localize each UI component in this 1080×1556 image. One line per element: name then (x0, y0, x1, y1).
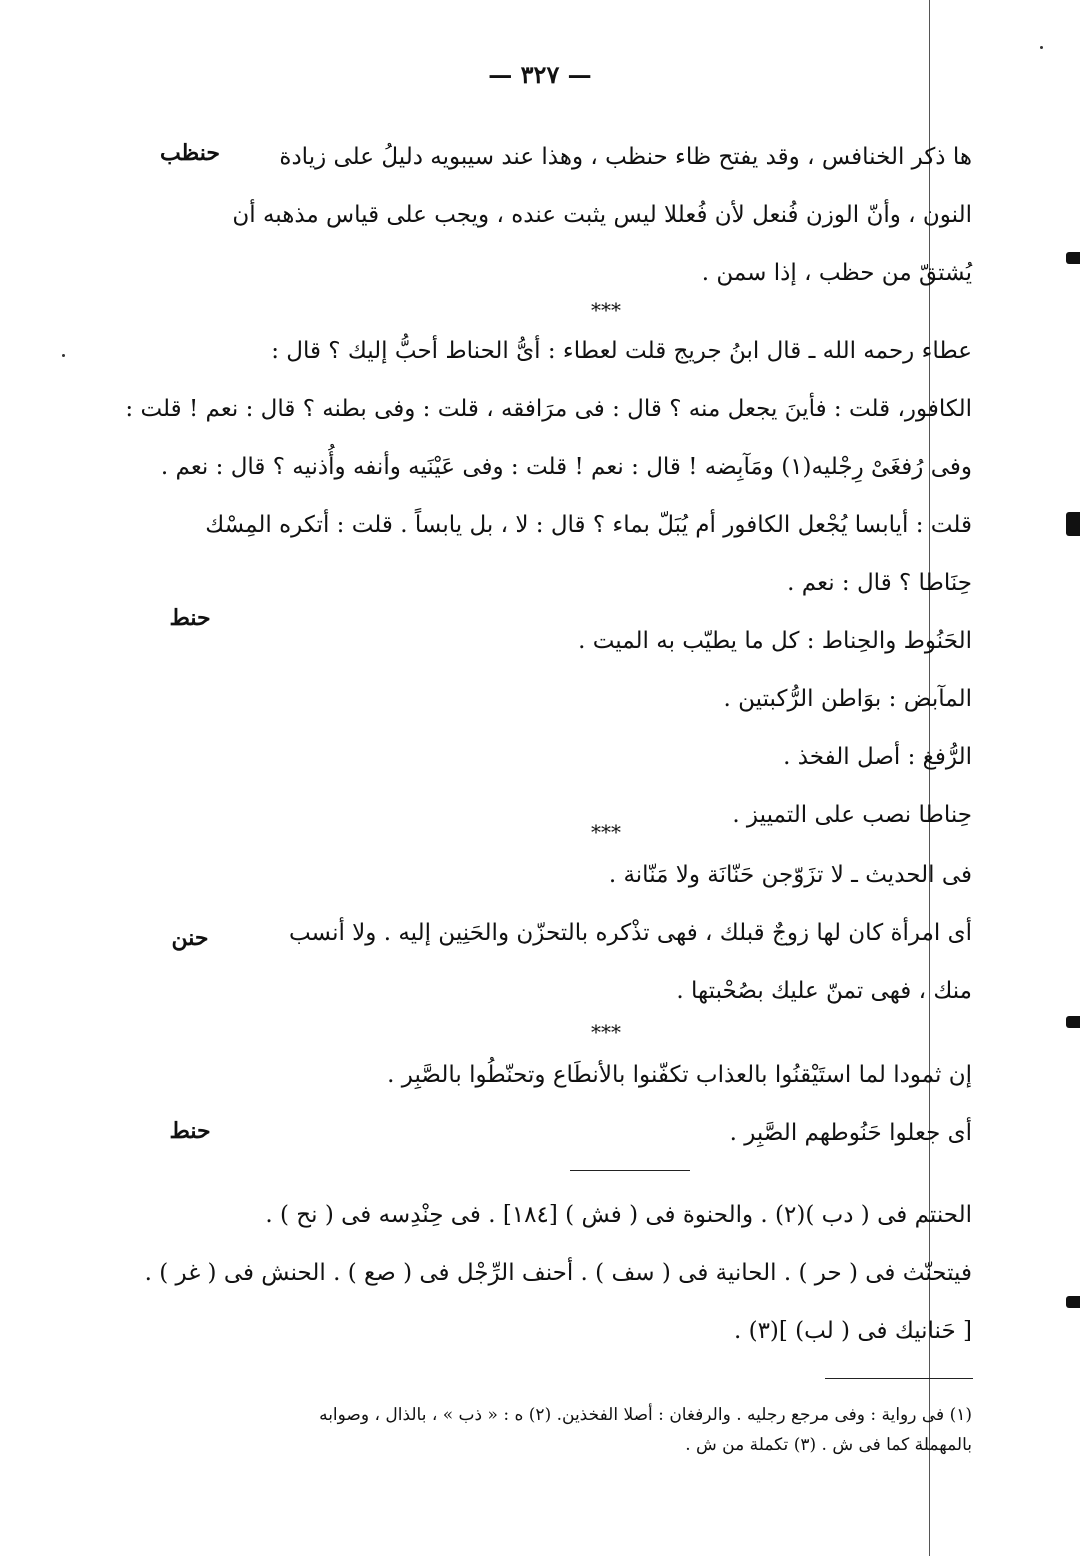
margin-root-word: حنط (169, 1118, 211, 1144)
margin-root-word: حنظب (160, 140, 220, 166)
scan-edge-mark (1066, 1296, 1080, 1308)
scan-speck (1040, 46, 1043, 49)
text-line: المآبض : بوَاطن الرُّكبتين . (723, 686, 972, 712)
section-divider (570, 1170, 690, 1171)
cross-references (144, 1186, 972, 1360)
text-line: حِناطا نصب على التمييز . (732, 802, 972, 828)
text-line: عطاء رحمه الله ـ قال ابنُ جريج قلت لعطاء : أىُّ الحناط أحبُّ إليك ؟ قال : (271, 338, 972, 364)
reference-line: فيتحنّث فى ( حر ) . الحانية فى ( سف ) . أحنف الرِّجْل فى ( صع ) . الحنش فى ( غر ) . (144, 1260, 972, 1286)
text-line: وفى رُفغَىْ رِجْليه(١) ومَآبِضه ! قال : نعم ! قلت : وفى عَيْنَيه وأنفه وأُذنيه ؟ قال : نعم . (160, 454, 972, 480)
text-line: فى الحديث ـ لا تزَوّجن حَنّانَة ولا مَنّانة . (608, 862, 972, 888)
section-1 (232, 128, 972, 302)
stars-separator: *** (591, 1020, 621, 1044)
text-line: أى امرأة كان لها زوجٌ قبلك ، فهى تذْكره بالتحزّن والحَنِين إليه . ولا أنسب (288, 920, 972, 946)
text-line: الكافور، قلت : فأينَ يجعل منه ؟ قال : فى مرَافقه ، قلت : وفى بطنه ؟ قال : نعم ! قلت : (125, 396, 972, 422)
margin-root-word: حنن (171, 925, 209, 951)
text-line: النون ، وأنّ الوزن فُنعل لأن فُعللا ليس يثبت عنده ، ويجب على قياس مذهبه أن (232, 202, 972, 228)
text-line: منك ، فهى تمنّ عليك بصُحْبتها . (676, 978, 972, 1004)
text-line: قلت : أيابسا يُجْعل الكافور أم يُبَلّ بماء ؟ قال : لا ، بل يابساً . قلت : أتكره المِسْك (205, 512, 972, 538)
section-3 (240, 846, 972, 1020)
scan-speck (62, 354, 65, 357)
text-line: الحَنُوط والحِناط : كل ما يطيّب به الميت . (578, 628, 972, 654)
stars-separator: *** (591, 298, 621, 322)
footnote-line: (١) فى رواية : وفى مرجع رجليه . والرفغان : أصلا الفخذين. (٢) ه : « ذب » ، بالذال ، وصوابه (319, 1405, 972, 1425)
footnotes (240, 1400, 972, 1460)
text-line: ها ذكر الخنافس ، وقد يفتح ظاء حنظب ، وهذا عند سيبويه دليلُ على زيادة (279, 144, 972, 170)
text-line: يُشتقّ من حظب ، إذا سمن . (701, 260, 972, 286)
text-line: أى جعلوا حَنُوطهم الصَّبِر . (729, 1120, 972, 1146)
scan-edge-mark (1066, 252, 1080, 264)
footnote-line: بالمهملة كما فى ش . (٣) تكملة من ش . (685, 1435, 972, 1455)
margin-root-word: حنط (169, 605, 211, 631)
section-4 (240, 1046, 972, 1162)
scan-edge-mark (1066, 1016, 1080, 1028)
text-line: حِنَاطا ؟ قال : نعم . (787, 570, 972, 596)
text-line: إن ثمودا لما استَيْقنُوا بالعذاب تكفّنوا بالأنطَاع وتحنّطُوا بالصَّبِر . (387, 1062, 972, 1088)
scan-edge-mark (1066, 512, 1080, 536)
page-number: — ٣٢٧ — (488, 60, 592, 89)
footnote-divider (825, 1378, 973, 1379)
reference-line: الحنتم فى ( دب )(٢) . والحنوة فى ( فش ) [١٨٤] . فى حِنْدِسه فى ( نح ) . (265, 1202, 972, 1228)
stars-separator: *** (591, 820, 621, 844)
reference-line: [ حَنانيك فى ( لب) ](٣) . (733, 1318, 972, 1344)
text-line: الرُّفغ : أصل الفخذ . (783, 744, 972, 770)
